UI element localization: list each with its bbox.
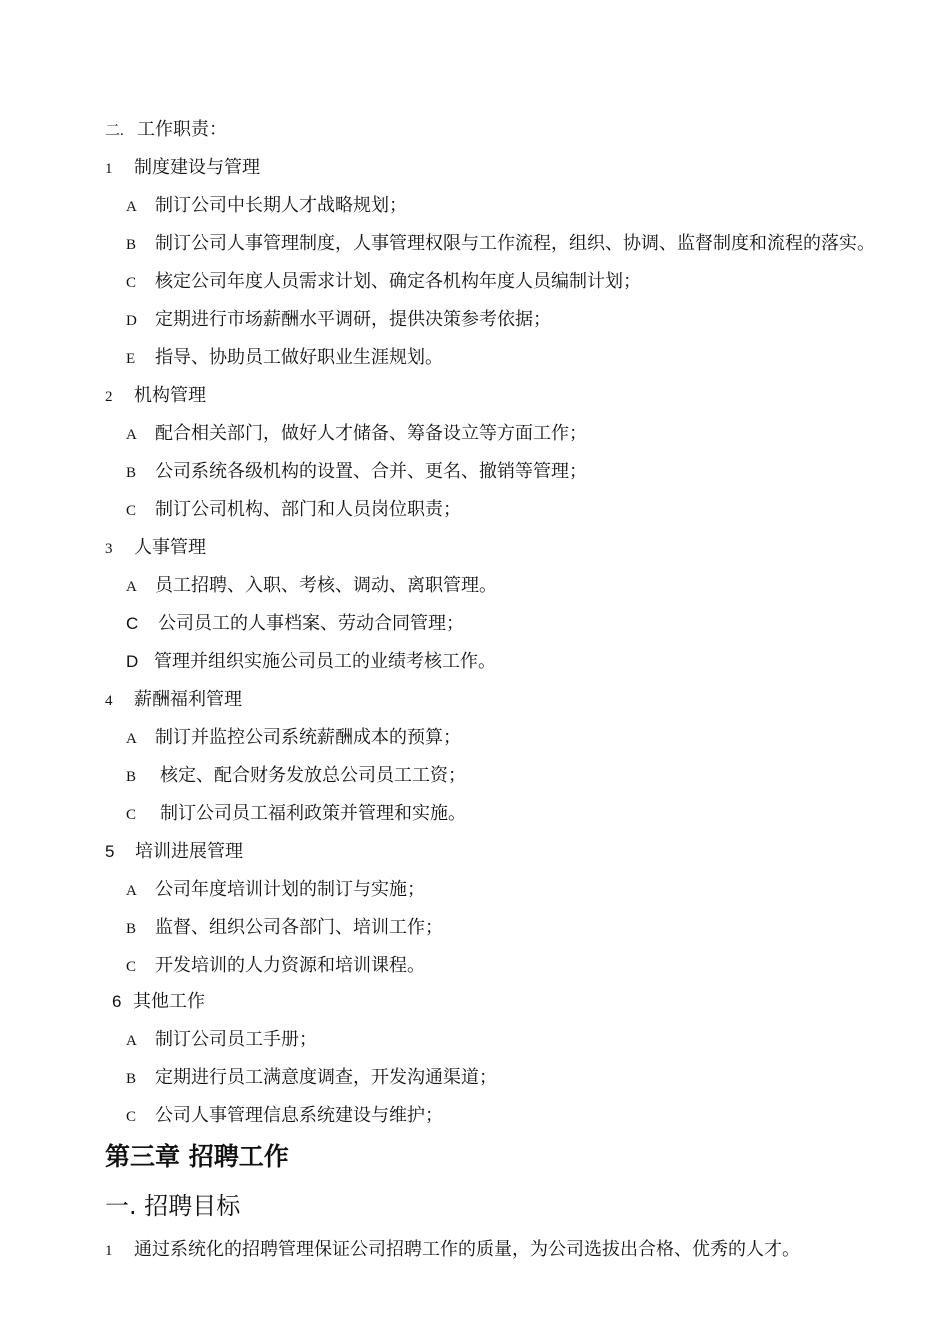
item-text: 员工招聘、入职、考核、调动、离职管理。 (155, 575, 497, 596)
item-text: 制订公司机构、部门和人员岗位职责； (155, 499, 461, 520)
group-heading (105, 688, 242, 713)
group-heading (105, 384, 206, 409)
item-marker: C (126, 503, 137, 519)
item-text: 公司系统各级机构的设置、合并、更名、撤销等管理； (155, 461, 587, 482)
item-text: 公司年度培训计划的制订与实施； (155, 879, 425, 900)
item-marker: B (126, 465, 137, 481)
item-marker: 1 (105, 1243, 113, 1259)
item-text: 管理并组织实施公司员工的业绩考核工作。 (154, 651, 496, 672)
item-text: 监督、组织公司各部门、培训工作； (155, 917, 443, 938)
item-text: 制订公司人事管理制度，人事管理权限与工作流程，组织、协调、监督制度和流程的落实。 (155, 233, 875, 254)
group-title: 培训进展管理 (135, 841, 243, 862)
group-number: 5 (105, 842, 115, 861)
item-marker: C (126, 614, 139, 633)
item-marker: C (126, 807, 137, 823)
list-item (126, 1066, 497, 1091)
group-heading (105, 156, 260, 181)
item-text: 定期进行市场薪酬水平调研，提供决策参考依据； (155, 309, 551, 330)
list-item (126, 422, 587, 447)
group-number: 6 (112, 992, 122, 1011)
item-marker: A (126, 427, 137, 443)
section-title: 一. 招聘目标 (105, 1192, 241, 1220)
item-marker: C (126, 275, 137, 291)
group-number: 3 (105, 541, 113, 557)
list-item (126, 460, 587, 485)
item-marker: A (126, 199, 137, 215)
list-item (105, 1238, 800, 1263)
list-item (126, 916, 443, 941)
group-number: 2 (105, 389, 113, 405)
duties-heading (105, 118, 227, 143)
group-title: 其他工作 (133, 991, 205, 1012)
list-item (126, 878, 425, 903)
item-marker: B (126, 237, 137, 253)
item-text: 公司人事管理信息系统建设与维护； (155, 1105, 443, 1126)
item-marker: B (126, 921, 137, 937)
item-text: 配合相关部门，做好人才储备、筹备设立等方面工作； (155, 423, 587, 444)
heading-marker: 二. (105, 123, 124, 139)
list-item (126, 612, 464, 636)
chapter-title: 第三章 招聘工作 (105, 1142, 289, 1171)
list-item (126, 498, 461, 523)
list-item (126, 270, 641, 295)
item-text: 定期进行员工满意度调查，开发沟通渠道； (155, 1067, 497, 1088)
item-text: 制订公司员工福利政策并管理和实施。 (160, 803, 466, 824)
list-item (126, 1104, 443, 1129)
item-marker: B (126, 1071, 137, 1087)
group-heading (105, 840, 243, 864)
item-text: 核定、配合财务发放总公司员工工资； (160, 765, 466, 786)
list-item (126, 194, 407, 219)
list-item (126, 954, 425, 979)
item-marker: C (126, 959, 137, 975)
group-title: 机构管理 (134, 385, 206, 406)
item-marker: A (126, 731, 137, 747)
item-marker: A (126, 1033, 137, 1049)
item-text: 制订公司中长期人才战略规划； (155, 195, 407, 216)
item-text: 核定公司年度人员需求计划、确定各机构年度人员编制计划； (155, 271, 641, 292)
list-item (126, 232, 875, 257)
item-text: 开发培训的人力资源和培训课程。 (155, 955, 425, 976)
item-marker: D (126, 652, 139, 671)
list-item (126, 308, 551, 333)
list-item (126, 574, 497, 599)
list-item (126, 802, 466, 827)
list-item (126, 764, 466, 789)
group-heading (105, 536, 206, 561)
list-item (126, 1028, 317, 1053)
item-marker: B (126, 769, 137, 785)
group-heading (112, 990, 205, 1014)
group-number: 1 (105, 161, 113, 177)
list-item (126, 346, 443, 371)
item-marker: E (126, 351, 136, 367)
group-title: 薪酬福利管理 (134, 689, 242, 710)
group-title: 人事管理 (134, 537, 206, 558)
item-text: 指导、协助员工做好职业生涯规划。 (155, 347, 443, 368)
item-marker: C (126, 1109, 137, 1125)
item-marker: D (126, 313, 137, 329)
item-marker: A (126, 883, 137, 899)
item-text: 制订并监控公司系统薪酬成本的预算； (155, 727, 461, 748)
list-item (126, 650, 496, 674)
heading-text: 工作职责： (137, 119, 227, 140)
item-text: 制订公司员工手册； (155, 1029, 317, 1050)
item-marker: A (126, 579, 137, 595)
list-item (126, 726, 461, 751)
group-number: 4 (105, 693, 113, 709)
group-title: 制度建设与管理 (134, 157, 260, 178)
item-text: 通过系统化的招聘管理保证公司招聘工作的质量，为公司选拔出合格、优秀的人才。 (134, 1239, 800, 1260)
item-text: 公司员工的人事档案、劳动合同管理； (158, 613, 464, 634)
